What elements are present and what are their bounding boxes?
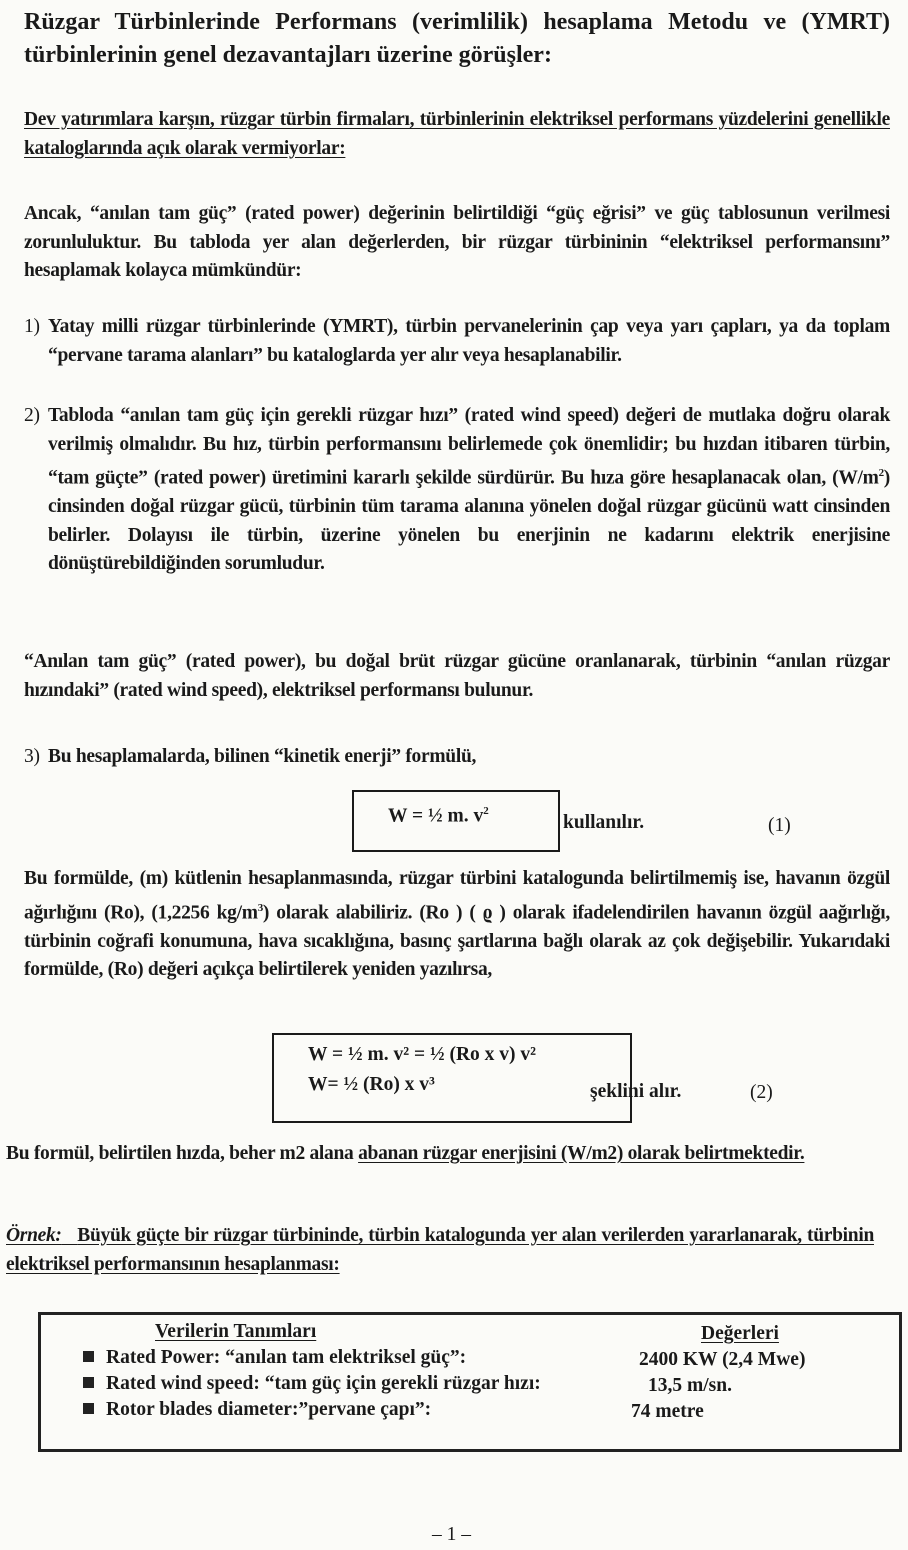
paragraph-formula-meaning: Bu formül, belirtilen hızda, beher m2 alana abanan rüzgar enerjisini (W/m2) olarak belirtmektedir. [6,1143,805,1164]
section-heading: Dev yatırımlara karşın, rüzgar türbin firmaları, türbinlerinin elektriksel performans yüzdelerini genellikle kataloglarında açık olarak vermiyorlar: [24,109,890,159]
formula-1-label: (1) [768,815,791,836]
list-item-1 [24,313,890,370]
paragraph-rated-power: “Anılan tam güç” (rated power), bu doğal brüt rüzgar gücüne oranlanarak, türbinin “anılan rüzgar hızındaki” (rated wind speed), elektriksel performansı bulunur. [24,651,890,701]
table-value: 74 metre [631,1401,704,1422]
bullet-icon [83,1377,94,1388]
table-row: Rated wind speed: “tam güç için gerekli rüzgar hızı: [83,1373,541,1395]
formula-2-label: (2) [750,1082,773,1103]
formula-1: W = ½ m. $v^2$ [388,805,489,827]
formula-2-suffix: şeklini alır. [590,1081,682,1102]
item-number: 1) [24,316,40,337]
table-row: Rotor blades diameter:”pervane çapı”: [83,1399,431,1421]
bullet-icon [83,1403,94,1414]
table-header-description: Verilerin Tanımları [155,1321,317,1342]
formula-2-line-2: W= ½ (Ro) x v³ [308,1074,435,1095]
table-value: 13,5 m/sn. [648,1375,732,1396]
table-header-value: Değerleri [701,1323,779,1344]
list-item-3 [24,743,890,772]
formula-1-suffix: kullanılır. [563,812,645,833]
paragraph-intro: Ancak, “anılan tam güç” (rated power) değerinin belirtildiği “güç eğrisi” ve güç tablosunun verilmesi zorunluluktur. Bu tabloda yer alan değerlerden, bir rüzgar türbininin “elektriksel performansını” hesaplamak kolayca mümkündür: [24,203,890,281]
item-text: Tabloda “anılan tam güç için gerekli rüzgar hızı” (rated wind speed) değeri de mutlaka doğru olarak verilmiş olmalıdır. Bu hız, türbin performansını belirlemede çok önemlidir; bu hızdan itibaren türbin, “tam güçte” (rated power) üretimini kararlı şekilde sürdürür. Bu hıza göre hesaplanacak olan, $(W/m^2)$ cinsinden doğal rüzgar gücü, türbinin tüm tarama alanına yönelen doğal rüzgar gücünü watt cinsinden belirler. Dolayısı ile türbin, üzerine yönelen bu enerjinin ne kadarını elektrik enerjisine dönüştürebildiğinden sorumludur. [48,405,890,574]
bullet-icon [83,1351,94,1362]
item-number: 3) [24,746,40,767]
item-text: Bu hesaplamalarda, bilinen “kinetik enerji” formülü, [48,746,477,767]
formula-2-line-1: W = ½ m. v² = ½ (Ro x v) v² [308,1044,537,1065]
data-table [38,1312,902,1452]
table-row: Rated Power: “anılan tam elektriksel güç”: [83,1347,466,1369]
table-value: 2400 KW (2,4 Mwe) [639,1349,806,1370]
item-text: Yatay milli rüzgar türbinlerinde (YMRT), türbin pervanelerinin çap veya yarı çapları, ya da toplam “pervane tarama alanları” bu kataloglarda yer alır veya hesaplanabilir. [48,316,890,366]
item-number: 2) [24,405,40,426]
example-label: Örnek: [6,1225,62,1246]
list-item-2 [24,402,890,579]
paragraph-density: Bu formülde, (m) kütlenin hesaplanmasında, rüzgar türbini katalogunda belirtilmemiş ise, havanın özgül ağırlığını (Ro), (1,2256 $kg/m^3$) olarak alabiliriz. (Ro ) ( ϱ ) olarak ifadelendirilen havanın özgül aağırlığı, türbinin coğrafi konumuna, hava sıcaklığına, basınç şartlarına bağlı olarak az çok değişebilir. Yukarıdaki formülde, (Ro) değeri açıkça belirtilerek yeniden yazılırsa, [24,868,890,980]
page-title: Rüzgar Türbinlerinde Performans (verimlilik) hesaplama Metodu ve (YMRT) türbinlerinin genel dezavantajları üzerine görüşler: [24,9,890,68]
page-number: – 1 – [432,1524,471,1545]
example-paragraph: Örnek: Büyük güçte bir rüzgar türbininde, türbin katalogunda yer alan verilerden yararlanarak, türbinin elektriksel performansının hesaplanması: [6,1225,874,1275]
